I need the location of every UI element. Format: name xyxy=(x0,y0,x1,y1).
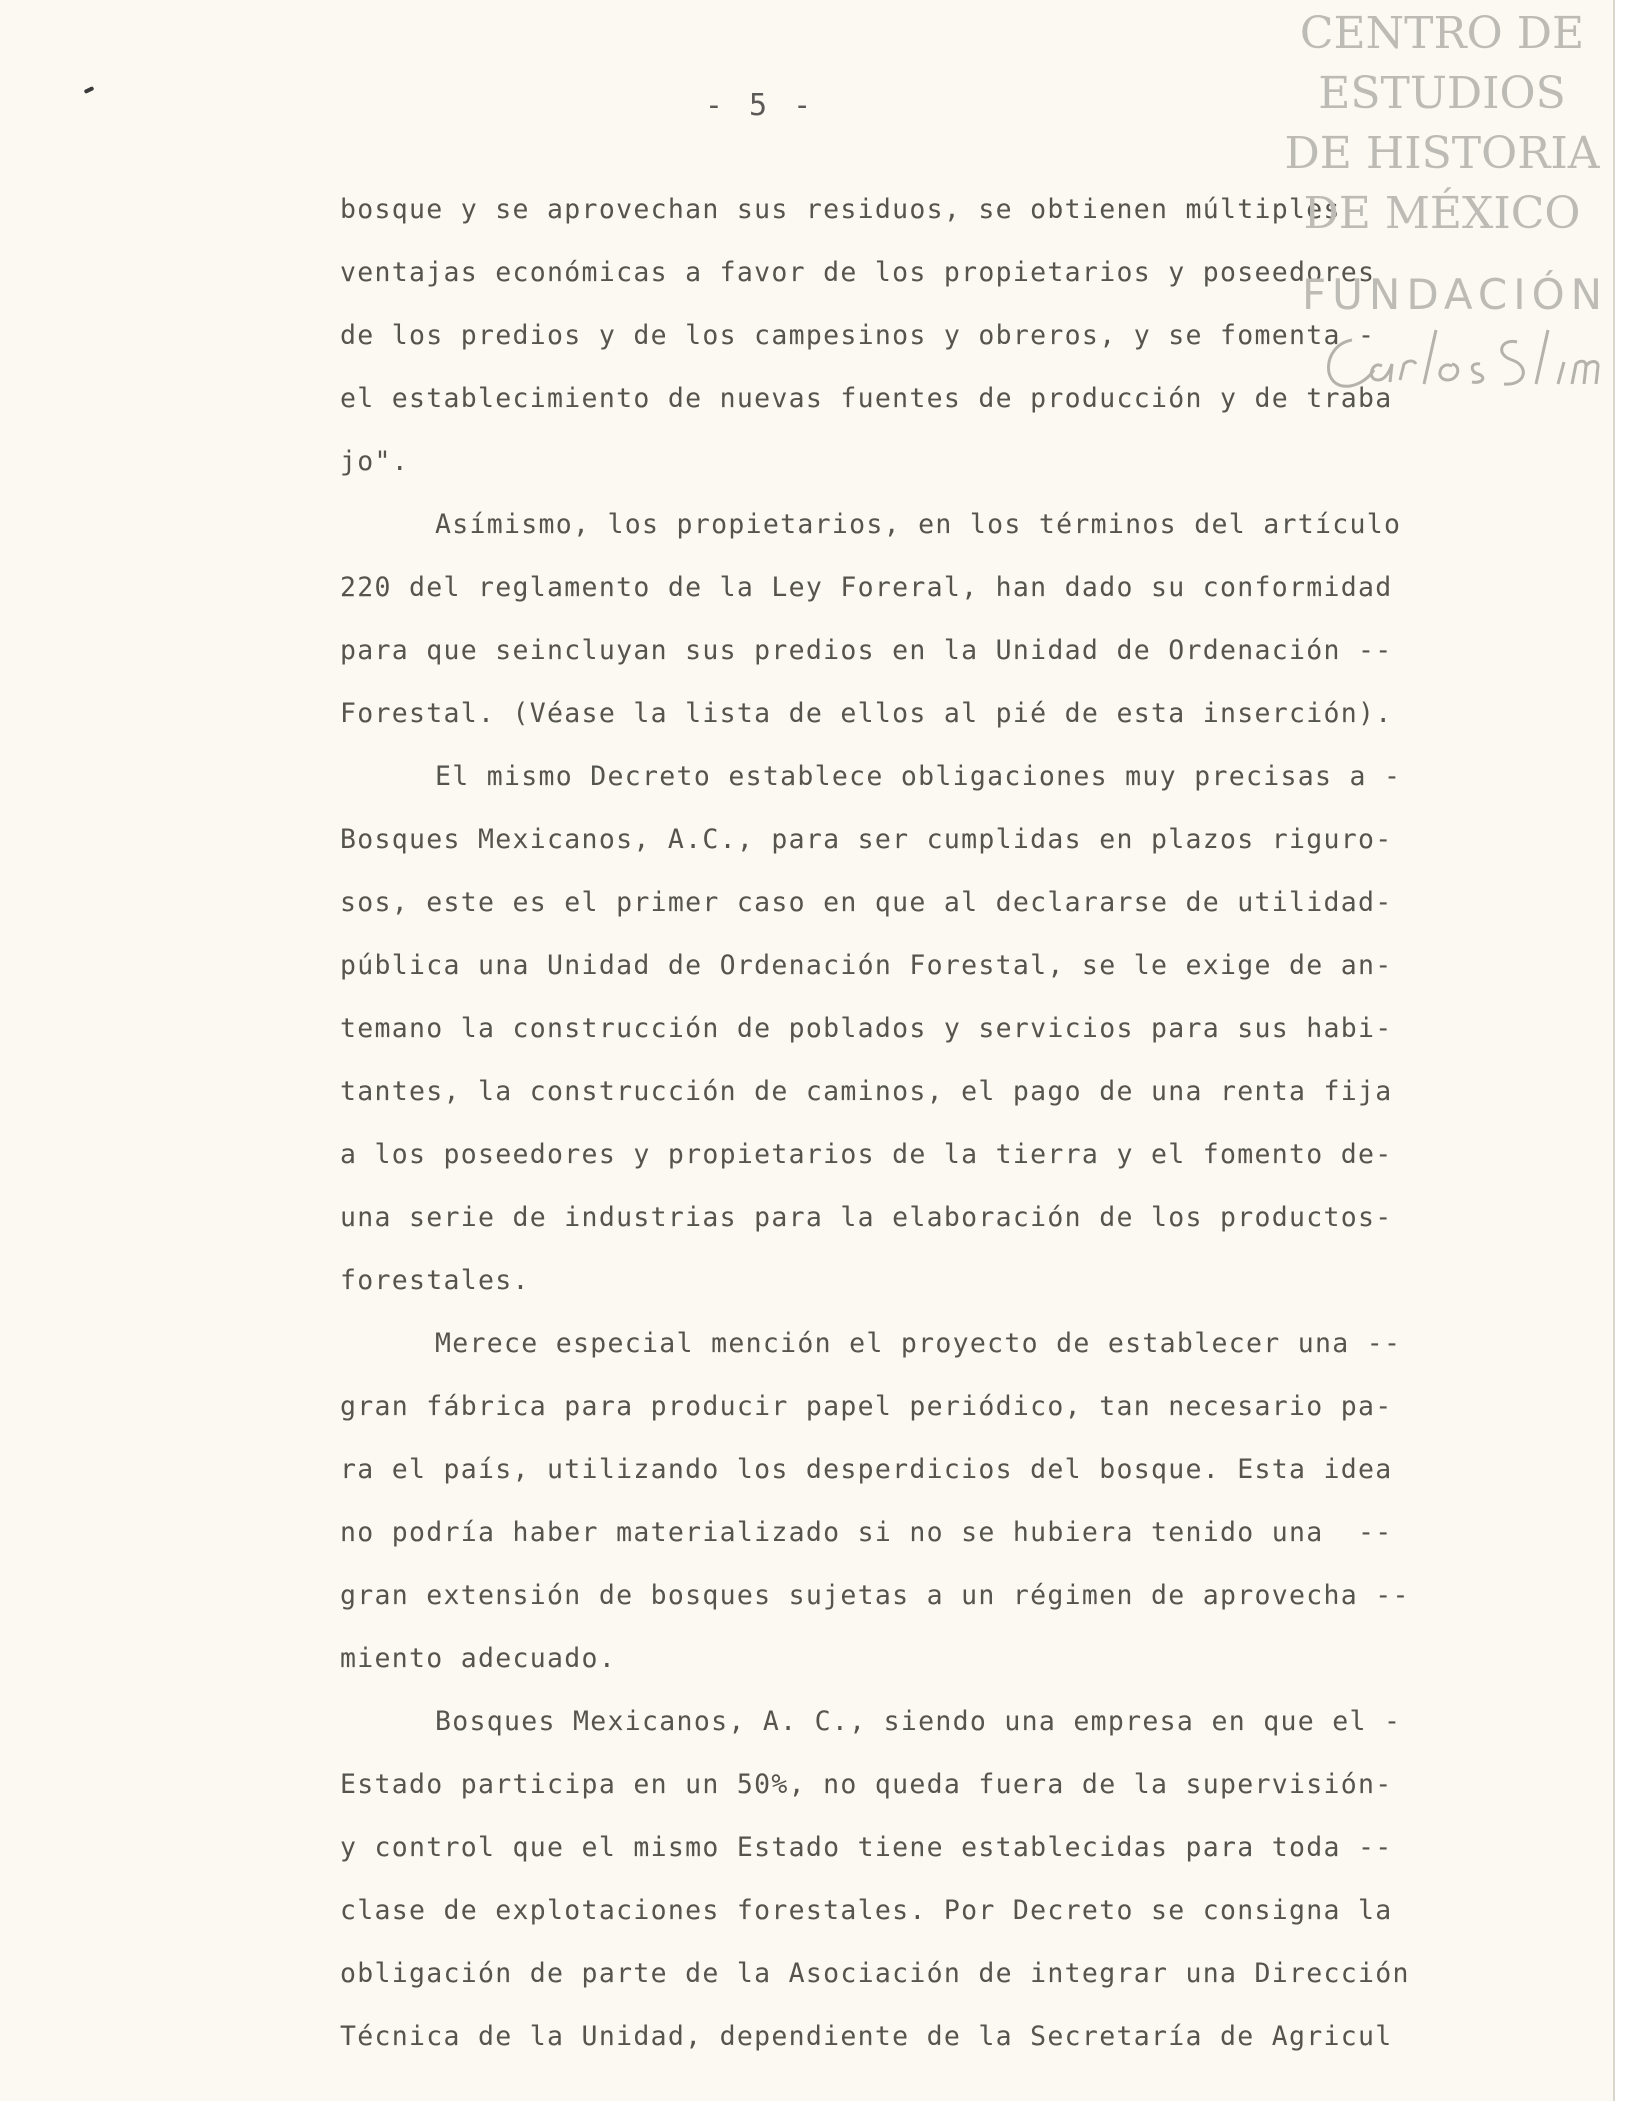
text-line: a los poseedores y propietarios de la tierra y el fomento de- xyxy=(340,1139,1393,1170)
text-line: Merece especial mención el proyecto de establecer una -- xyxy=(435,1328,1402,1359)
text-line: forestales. xyxy=(340,1265,530,1296)
signature-logo xyxy=(1312,320,1612,400)
typewritten-body xyxy=(340,178,1590,2068)
text-line: Bosques Mexicanos, A.C., para ser cumplidas en plazos riguro- xyxy=(340,824,1393,855)
page-number: - 5 - xyxy=(704,88,816,123)
text-line: ventajas económicas a favor de los propietarios y poseedores xyxy=(340,257,1376,288)
text-line: gran fábrica para producir papel periódico, tan necesario pa- xyxy=(340,1391,1393,1422)
text-line: pública una Unidad de Ordenación Forestal, se le exige de an- xyxy=(340,950,1393,981)
text-line: El mismo Decreto establece obligaciones muy precisas a - xyxy=(435,761,1402,792)
text-line: Asímismo, los propietarios, en los términos del artículo xyxy=(435,509,1402,540)
text-line: tantes, la construcción de caminos, el pago de una renta fija xyxy=(340,1076,1393,1107)
watermark-foundation: FUNDACIÓN xyxy=(1302,270,1609,319)
watermark-line: CENTRO DE xyxy=(1299,8,1585,59)
text-line: 220 del reglamento de la Ley Foreral, han dado su conformidad xyxy=(340,572,1393,603)
text-line: obligación de parte de la Asociación de integrar una Dirección xyxy=(340,1958,1410,1989)
text-line: Bosques Mexicanos, A. C., siendo una empresa en que el - xyxy=(435,1706,1402,1737)
text-line: temano la construcción de poblados y servicios para sus habi- xyxy=(340,1013,1393,1044)
text-line: y control que el mismo Estado tiene establecidas para toda -- xyxy=(340,1832,1393,1863)
watermark-line: DE MÉXICO xyxy=(1303,188,1581,239)
text-line: clase de explotaciones forestales. Por Decreto se consigna la xyxy=(340,1895,1393,1926)
text-line: de los predios y de los campesinos y obreros, y se fomenta - xyxy=(340,320,1376,351)
text-line: bosque y se aprovechan sus residuos, se obtienen múltiples xyxy=(340,194,1341,225)
ink-mark xyxy=(84,86,95,94)
text-line: para que seincluyan sus predios en la Unidad de Ordenación -- xyxy=(340,635,1393,666)
text-line: miento adecuado. xyxy=(340,1643,617,1674)
text-line: Forestal. (Véase la lista de ellos al pié de esta inserción). xyxy=(340,698,1393,729)
scan-border xyxy=(1613,0,1632,2101)
watermark-line: ESTUDIOS xyxy=(1318,68,1566,119)
text-line: el establecimiento de nuevas fuentes de producción y de traba xyxy=(340,383,1393,414)
text-line: no podría haber materializado si no se hubiera tenido una -- xyxy=(340,1517,1393,1548)
text-line: jo". xyxy=(340,446,410,477)
text-line: Técnica de la Unidad, dependiente de la Secretaría de Agricul xyxy=(340,2021,1393,2052)
text-line: ra el país, utilizando los desperdicios del bosque. Esta idea xyxy=(340,1454,1393,1485)
watermark-line: DE HISTORIA xyxy=(1284,128,1600,179)
text-line: gran extensión de bosques sujetas a un régimen de aprovecha -- xyxy=(340,1580,1410,1611)
text-line: Estado participa en un 50%, no queda fuera de la supervisión- xyxy=(340,1769,1393,1800)
text-line: sos, este es el primer caso en que al declararse de utilidad- xyxy=(340,887,1393,918)
text-line: una serie de industrias para la elaboración de los productos- xyxy=(340,1202,1393,1233)
archive-watermark xyxy=(1272,0,1612,400)
